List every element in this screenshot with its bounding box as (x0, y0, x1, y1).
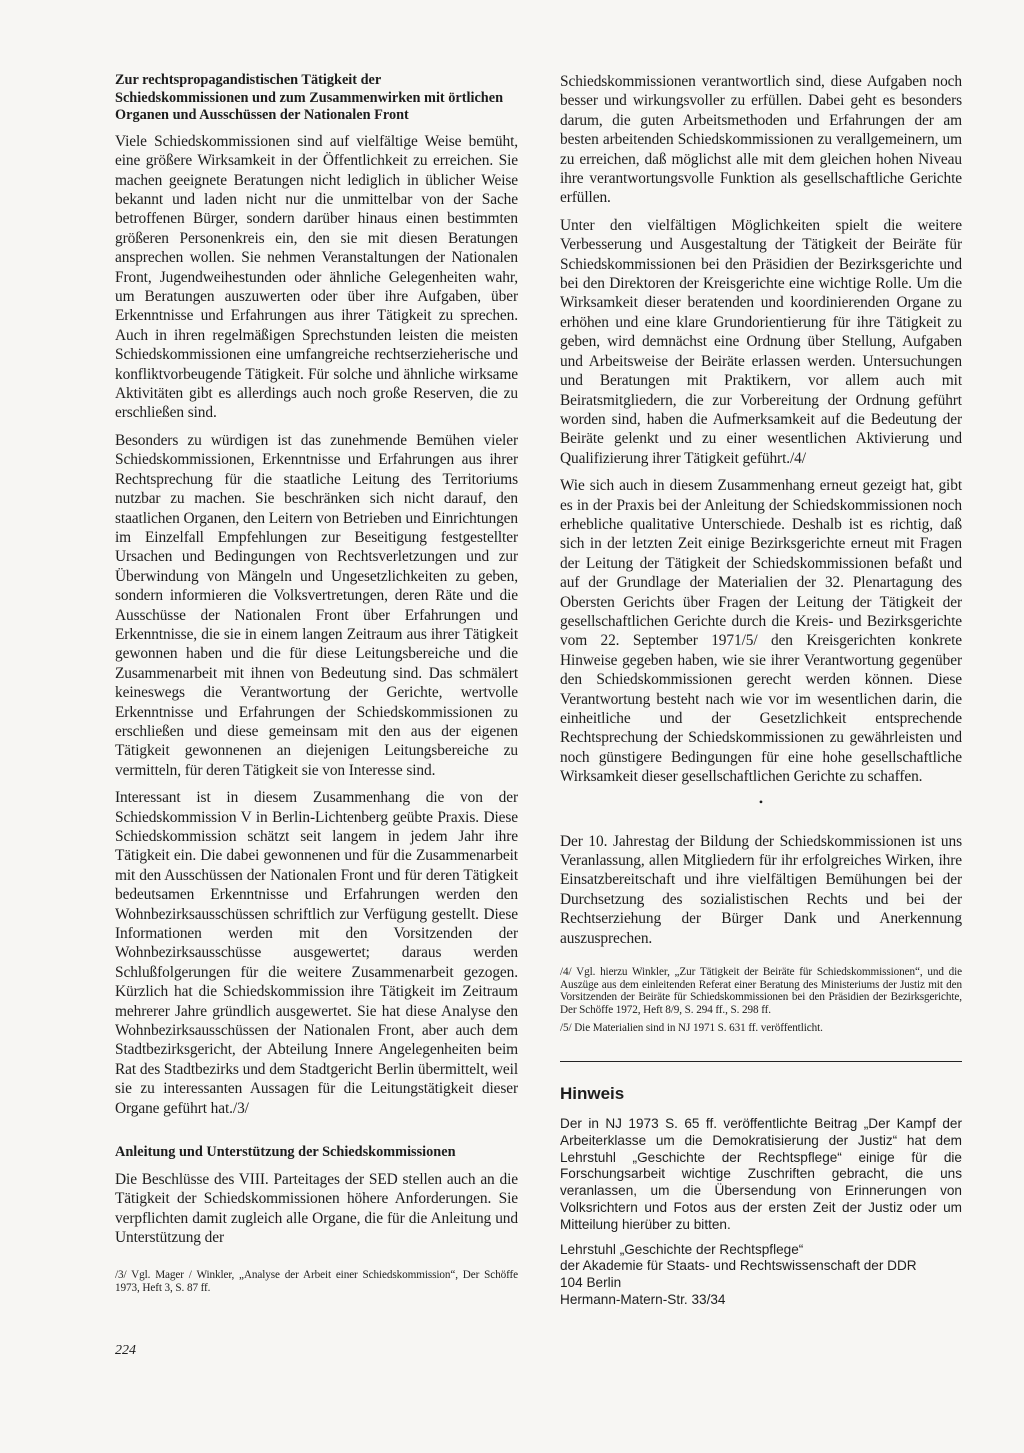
right-paragraph-2: Unter den vielfältigen Möglichkeiten spielt die weitere Verbesserung und Ausgestaltung der Tätigkeit der Beiräte für Schiedskommissionen bei den Präsidien der Bezirksgerichte und bei den Direktoren der Kreisgerichte eine wichtige Rolle. Um die Wirksamkeit dieser beratenden und koordinierenden Organe zu erhöhen und eine klare Grundorientierung für ihre Tätigkeit zu geben, wird demnächst eine Ordnung über Stellung, Aufgaben und Arbeitsweise der Beiräte erlassen werden. Untersuchungen und Beratungen mit Praktikern, vor allem auch mit Beiratsmitgliedern, die zur Vorbereitung der Ordnung geführt worden sind, haben die Aufmerksamkeit auf die Bedeutung der Beiräte gelenkt und zu einer wesentlichen Aktivierung und Qualifizierung ihrer Tätigkeit geführt./4/ (560, 216, 962, 467)
section-heading: Zur rechtspropagandistischen Tätigkeit der Schiedskommissionen und zum Zusammenwirken mit örtlichen Organen und Ausschüssen der Nationalen Front (115, 72, 504, 124)
address-line-2: der Akademie für Staats- und Rechtswissenschaft der DDR (560, 1258, 917, 1274)
subsection-heading: Anleitung und Unterstützung der Schiedskommissionen (115, 1144, 456, 1161)
right-paragraph-1: Schiedskommissionen verantwortlich sind, diese Aufgaben noch besser und wirkungsvoller zu erfüllen. Dabei geht es besonders darum, die guten Arbeitsmethoden und Erfahrungen der am besten arbeitenden Schiedskommissionen zu verallgemeinern, um zu erreichen, daß möglichst alle mit dem gleichen hohen Niveau ihre verantwortungsvolle Funktion als gesellschaftliche Gerichte erfüllen. (560, 73, 962, 207)
address-line-1: Lehrstuhl „Geschichte der Rechtspflege“ (560, 1241, 804, 1257)
left-paragraph-4: Die Beschlüsse des VIII. Parteitages der SED stellen auch an die Tätigkeit der Schiedskommissionen höhere Anforderungen. Sie verpflichten damit zugleich alle Organe, die für die Anleitung und Unterstützung der (115, 1170, 518, 1246)
right-footnotes (560, 966, 962, 1035)
footnote-3: /3/ Vgl. Mager / Winkler, „Analyse der Arbeit einer Schiedskommission“, Der Schöffe 1973, Heft 3, S. 87 ff. (115, 1269, 518, 1294)
right-paragraph-3: Wie sich auch in diesem Zusammenhang erneut gezeigt hat, gibt es in der Praxis bei der Anleitung der Schiedskommissionen noch erhebliche qualitative Unterschiede. Deshalb ist es richtig, daß sich in der letzten Zeit einige Bezirksgerichte erneut mit Fragen der Leitung der Tätigkeit der Schiedskommissionen befaßt und auf der Grundlage der Materialien der 32. Plenartagung des Obersten Gerichts über Fragen der Leitung der Tätigkeit der gesellschaftlichen Gerichte durch die Kreis- und Bezirksgerichte vom 22. September 1971/5/ den Kreisgerichten konkrete Hinweise gegeben haben, wie sie ihrer Verantwortung gegenüber den Schiedskommissionen gerecht werden können. Diese Verantwortung besteht nach wie vor im wesentlichen darin, die einheitliche und der Gesetzlichkeit entsprechende Rechtsprechung der Schiedskommissionen zu gewährleisten und noch günstigere Bedingungen für eine hohe gesellschaftliche Wirksamkeit dieser gesellschaftlichen Gerichte zu schaffen. (560, 477, 962, 786)
right-column (560, 72, 962, 1309)
address-line-3: 104 Berlin (560, 1275, 622, 1291)
left-column (115, 72, 518, 1301)
address-line-4: Hermann-Matern-Str. 33/34 (560, 1292, 726, 1307)
closing-paragraph: Der 10. Jahrestag der Bildung der Schiedskommissionen ist uns Veranlassung, allen Mitgliedern für ihr erfolgreiches Wirken, ihre Einsatzbereitschaft und ihre vielfältigen Bemühungen bei der Durchsetzung des sozialistischen Rechts und bei der Rechtserziehung der Bürger Dank und Anerkennung auszusprechen. (560, 832, 962, 947)
left-paragraph-1: Viele Schiedskommissionen sind auf vielfältige Weise bemüht, eine größere Wirksamkeit in der Öffentlichkeit zu erreichen. Sie machen geeignete Beratungen nicht lediglich in üblicher Weise bekannt und laden nicht nur die unmittelbar von der Sache betroffenen Bürger, sondern darüber hinaus einen bestimmten größeren Personenkreis ein, den sie mit diesen Beratungen ansprechen wollen. Sie nehmen Veranstaltungen der Nationalen Front, Jugendweihestunden oder ähnliche Gelegenheiten wahr, um Beratungen auszuwerten oder über ihre Aufgaben, über Erkenntnisse und Erfahrungen aus ihrer Tätigkeit zu sprechen. Auch in ihren regelmäßigen Sprechstunden leisten die meisten Schiedskommissionen eine umfangreiche rechtserzieherische und konfliktvorbeugende Tätigkeit. Für solche und ähnliche wirksame Aktivitäten gibt es allerdings auch noch große Reserven, die zu erschließen sind. (115, 132, 518, 422)
left-paragraph-2: Besonders zu würdigen ist das zunehmende Bemühen vieler Schiedskommissionen, Erkenntnisse und Erfahrungen aus ihrer Rechtsprechung für die staatliche Leitung des Territoriums nutzbar zu machen. Sie beschränken sich nicht darauf, den staatlichen Organen, den Leitern von Betrieben und Einrichtungen im Einzelfall Empfehlungen zur Beseitigung festgestellter Ursachen und Bedingungen von Rechtsverletzungen und zur Überwindung von Mängeln und Ungesetzlichkeiten zu geben, sondern informieren die Volksvertretungen, deren Räte und die Ausschüsse der Nationalen Front über Erfahrungen und Erkenntnisse, die sie in einem langen Zeitraum aus ihrer Tätigkeit gewonnen haben und die für diese Leitungsbereiche und die Zusammenarbeit mit ihnen von Bedeutung sind. Das schmälert keineswegs die Verantwortung der Gerichte, wertvolle Erkenntnisse und Erfahrungen der Schiedskommissionen zu erschließen und diese gemeinsam mit den aus der eigenen Tätigkeit gewonnenen an diejenigen Leitungsbereiche zu vermitteln, für deren Tätigkeit sie von Interesse sind. (115, 431, 518, 779)
left-paragraph-3: Interessant ist in diesem Zusammenhang die von der Schiedskommission V in Berlin-Lichtenberg geübte Praxis. Diese Schiedskommission schätzt seit langem in jedem Jahr ihre Tätigkeit ein. Die dabei gewonnenen und für die Zusammenarbeit mit den Ausschüssen der Nationalen Front und für deren Tätigkeit bedeutsamen Erkenntnisse und Erfahrungen werden den Wohnbezirksausschüssen schriftlich zur Verfügung gestellt. Diese Informationen werden mit den Vorsitzenden der Wohnbezirksausschüsse ausgewertet; daraus werden Schlußfolgerungen für die weitere Zusammenarbeit gezogen. Kürzlich hat die Schiedskommission ihre Tätigkeit im Zeitraum mehrerer Jahre gründlich ausgewertet. Sie hat diese Analyse den Wohnbezirksausschüssen der Nationalen Front, aber auch dem Stadtbezirksgericht, der Abteilung Innere Angelegenheiten beim Rat des Stadtbezirks und dem Stadtgericht Berlin übermittelt, weil sie zu interessanten Aussagen für die Leitungstätigkeit dieser Organe geführt hat./3/ (115, 789, 518, 1117)
hinweis-text: Der in NJ 1973 S. 65 ff. veröffentlichte Beitrag „Der Kampf der Arbeiterklasse um die Demokratisierung der Justiz“ hat dem Lehrstuhl „Geschichte der Rechtspflege“ einige für die Forschungsarbeit wichtige Zuschriften gebracht, die uns veranlassen, um die Übersendung von Erinnerungen von Volksrichtern und Fotos aus der ersten Zeit der Justiz oder um Mitteilung hierüber zu bitten. (560, 1116, 962, 1232)
left-footnotes (115, 1269, 518, 1294)
horizontal-rule (560, 1061, 962, 1062)
page-number: 224 (115, 1343, 136, 1358)
footnote-4: /4/ Vgl. hierzu Winkler, „Zur Tätigkeit der Beiräte für Schiedskommissionen“, und die Auszüge aus dem einleitenden Referat einer Beratung des Ministeriums der Justiz mit den Vorsitzenden der Beiräte für Schiedskommissionen bei den Präsidien der Bezirksgerichte, Der Schöffe 1972, Heft 8/9, S. 294 ff., S. 298 ff. (560, 966, 962, 1016)
section-separator: • (758, 794, 764, 809)
hinweis-title: Hinweis (560, 1084, 625, 1104)
footnote-5: /5/ Die Materialien sind in NJ 1971 S. 631 ff. veröffentlicht. (560, 1022, 823, 1035)
hinweis-box (560, 1084, 962, 1309)
